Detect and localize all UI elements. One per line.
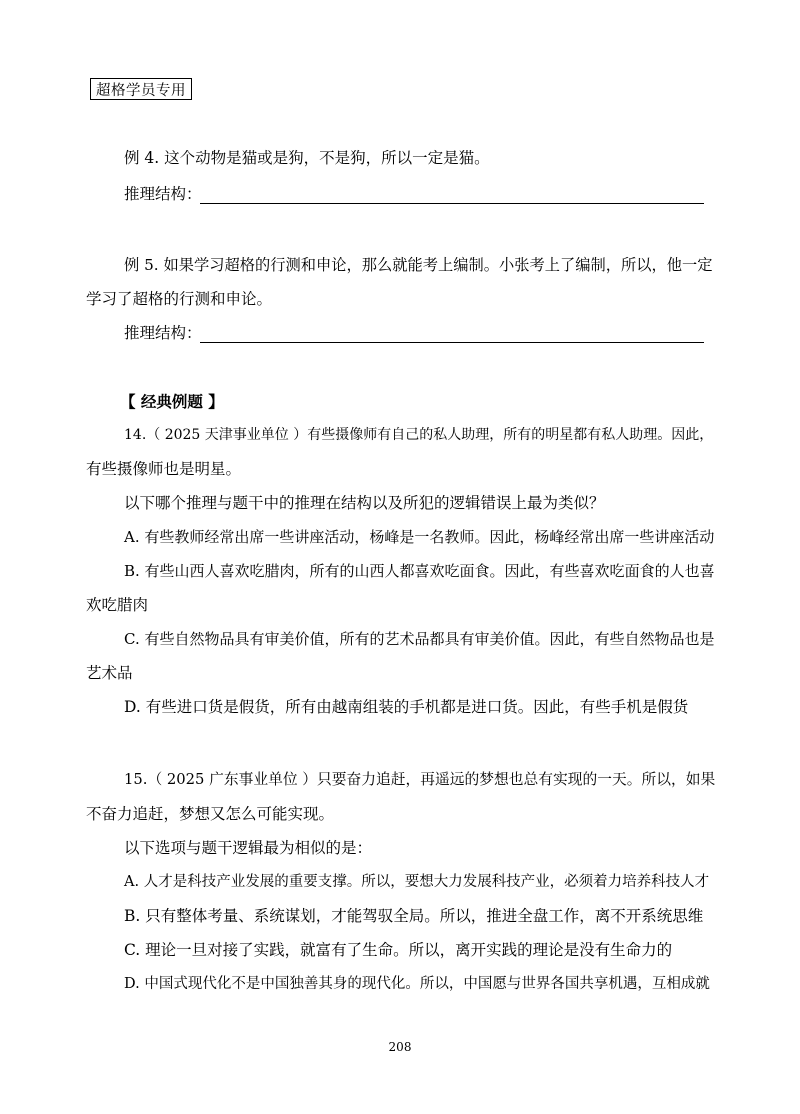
q15-option-b: B. 只有整体考量、系统谋划，才能驾驭全局。所以，推进全盘工作，离不开系统思维	[124, 907, 704, 925]
example-4-structure-label: 推理结构：	[124, 185, 202, 203]
student-only-badge: 超格学员专用	[90, 78, 192, 100]
example-5-line-1: 例 5. 如果学习超格的行测和申论，那么就能考上编制。小张考上了编制，所以，他一定	[124, 256, 713, 274]
page-number: 208	[388, 1040, 412, 1054]
q15-option-a: A. 人才是科技产业发展的重要支撑。所以，要想大力发展科技产业，必须着力培养科技人才	[124, 874, 710, 890]
example-4-answer-line[interactable]	[200, 203, 704, 204]
q14-option-c-line-2: 艺术品	[86, 664, 133, 682]
q15-stem-line-2: 不奋力追赶，梦想又怎么可能实现。	[86, 805, 335, 823]
section-title: 【 经典例题 】	[120, 392, 224, 411]
q15-prompt: 以下选项与题干逻辑最为相似的是：	[124, 839, 373, 857]
example-5-answer-line[interactable]	[200, 342, 704, 343]
q15-stem-line-1: 15.（ 2025 广东事业单位 ）只要奋力追赶，再遥远的梦想也总有实现的一天。所以，如果	[124, 771, 716, 788]
q14-option-b-line-1: B. 有些山西人喜欢吃腊肉，所有的山西人都喜欢吃面食。因此，有些喜欢吃面食的人也喜	[124, 562, 715, 580]
example-5-line-2: 学习了超格的行测和申论。	[86, 290, 273, 308]
q14-option-b-line-2: 欢吃腊肉	[86, 596, 149, 614]
example-5-structure-label: 推理结构：	[124, 324, 202, 342]
q14-option-c-line-1: C. 有些自然物品具有审美价值，所有的艺术品都具有审美价值。因此，有些自然物品也是	[124, 630, 715, 648]
q15-option-d: D. 中国式现代化不是中国独善其身的现代化。所以，中国愿与世界各国共享机遇，互相成就	[124, 976, 710, 992]
q15-option-c: C. 理论一旦对接了实践，就富有了生命。所以，离开实践的理论是没有生命力的	[124, 941, 673, 959]
q14-stem-line-1: 14.（ 2025 天津事业单位 ）有些摄像师有自己的私人助理，所有的明星都有私人助理。因此，	[124, 427, 714, 443]
q14-prompt: 以下哪个推理与题干中的推理在结构以及所犯的逻辑错误上最为类似？	[124, 494, 605, 512]
q14-stem-line-2: 有些摄像师也是明星。	[86, 460, 242, 478]
example-4-text: 例 4. 这个动物是猫或是狗，不是狗，所以一定是猫。	[124, 149, 490, 167]
q14-option-d: D. 有些进口货是假货，所有由越南组装的手机都是进口货。因此，有些手机是假货	[124, 698, 689, 716]
q14-option-a: A. 有些教师经常出席一些讲座活动，杨峰是一名教师。因此，杨峰经常出席一些讲座活动	[124, 528, 715, 546]
